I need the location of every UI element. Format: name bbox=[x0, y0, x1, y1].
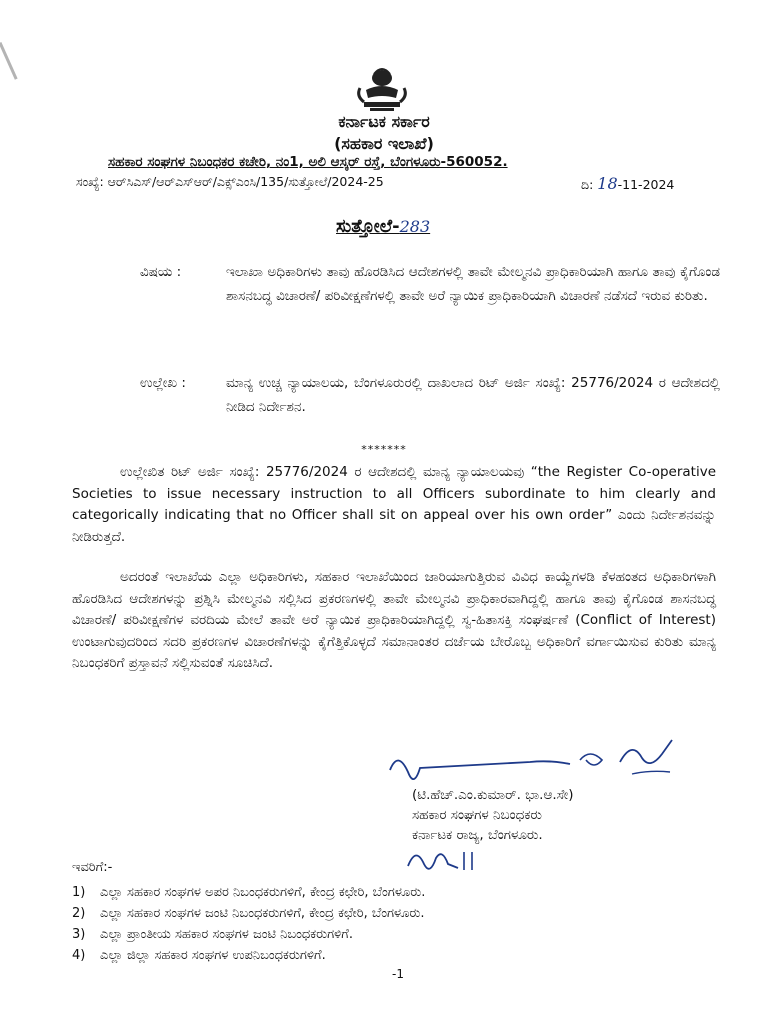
state-emblem-icon bbox=[352, 64, 412, 114]
signatory-place: ಕರ್ನಾಟಕ ರಾಜ್ಯ, ಬೆಂಗಳೂರು. bbox=[412, 827, 543, 843]
list-item: 1) ಎಲ್ಲಾ ಸಹಕಾರ ಸಂಘಗಳ ಅಪರ ನಿಬಂಧಕರುಗಳಿಗೆ, ಕೇಂದ್ರ ಕಛೇರಿ, ಬೆಂಗಳೂರು. bbox=[72, 885, 426, 900]
recipients-list bbox=[72, 882, 712, 966]
signatory-title: ಸಹಕಾರ ಸಂಘಗಳ ನಿಬಂಧಕರು bbox=[412, 807, 542, 823]
scan-edge-mark bbox=[0, 36, 30, 79]
reference-block bbox=[140, 371, 720, 419]
subject-label: ವಿಷಯ : bbox=[140, 264, 182, 280]
page-number: -1 bbox=[392, 967, 404, 981]
department-title: (ಸಹಕಾರ ಇಲಾಖೆ) bbox=[334, 134, 434, 153]
initials-mark bbox=[402, 842, 492, 878]
circular-label: ಸುತ್ತೋಲೆ- bbox=[336, 216, 400, 237]
signature-image bbox=[380, 730, 680, 790]
separator: ******* bbox=[361, 443, 407, 456]
body-paragraph-1: ಉಲ್ಲೇಖಿತ ರಿಟ್ ಅರ್ಜಿ ಸಂಖ್ಯೆ: 25776/2024 ರ ಆದೇಶದಲ್ಲಿ ಮಾನ್ಯ ನ್ಯಾಯಾಲಯವು “the Register Co-operative Societies to issue necessary instruction to all Officers subordinate to him clearly and categorically indicating that no Officer shall sit on appeal over his own order” ಎಂದು ನಿರ್ದೇಶನವನ್ನು ನೀಡಿರುತ್ತದೆ. bbox=[72, 464, 716, 545]
circular-number-handwritten: 283 bbox=[399, 217, 431, 236]
signatory-block bbox=[412, 785, 574, 845]
government-title: ಕರ್ನಾಟಕ ಸರ್ಕಾರ bbox=[338, 112, 430, 131]
date-month-year: -11-2024 bbox=[617, 177, 675, 192]
list-item: 3) ಎಲ್ಲಾ ಪ್ರಾಂತೀಯ ಸಹಕಾರ ಸಂಘಗಳ ಜಂಟಿ ನಿಬಂಧಕರುಗಳಿಗೆ. bbox=[72, 927, 353, 942]
reference-label: ಉಲ್ಲೇಖ : bbox=[140, 375, 186, 391]
date-prefix: ದಿ: bbox=[581, 177, 594, 192]
body-paragraph-2: ಅದರಂತೆ ಇಲಾಖೆಯ ಎಲ್ಲಾ ಅಧಿಕಾರಿಗಳು, ಸಹಕಾರ ಇಲಾಖೆಯಿಂದ ಜಾರಿಯಾಗುತ್ತಿರುವ ವಿವಿಧ ಕಾಯ್ದೆಗಳಡಿ ಕೆಳಹಂತದ ಅಧಿಕಾರಿಗಳಾಗಿ ಹೊರಡಿಸಿದ ಆದೇಶಗಳನ್ನು ಪ್ರಶ್ನಿಸಿ ಮೇಲ್ಮನವಿ ಸಲ್ಲಿಸಿದ ಪ್ರಕರಣಗಳಲ್ಲಿ ತಾವೇ ಮೇಲ್ಮನವಿ ಪ್ರಾಧಿಕಾರವಾಗಿದ್ದಲ್ಲಿ ಹಾಗೂ ತಾವು ಕೈಗೊಂಡ ಶಾಸನಬದ್ಧ ವಿಚಾರಣೆ/ ಪರಿವೀಕ್ಷಣೆಗಳ ವರದಿಯ ಮೇಲೆ ತಾವೇ ಅರೆ ನ್ಯಾಯಿಕ ಪ್ರಾಧಿಕಾರಿಯಾಗಿದ್ದಲ್ಲಿ ಸ್ವ-ಹಿತಾಸಕ್ತಿ ಸಂಘರ್ಷಣೆ (Conflict of Interest) ಉಂಟಾಗುವುದರಿಂದ ಸದರಿ ಪ್ರಕರಣಗಳ ವಿಚಾರಣೆಗಳನ್ನು ಕೈಗೆತ್ತಿಕೊಳ್ಳದೆ ಸಮಾನಾಂತರ ದರ್ಜೆಯ ಬೇರೊಬ್ಬ ಅಧಿಕಾರಿಗೆ ವರ್ಗಾಯಿಸುವ ಕುರಿತು ಮಾನ್ಯ ನಿಬಂಧಕರಿಗೆ ಪ್ರಸ್ತಾವನೆ ಸಲ್ಲಿಸುವಂತೆ ಸೂಚಿಸಿದೆ. bbox=[72, 569, 716, 671]
reference-number: ಸಂಖ್ಯೆ: ಆರ್‌ಸಿಎಸ್/ಆರ್‌ಎಸ್‌ಆರ್/ಎಕ್ಸ್‌ಎಂಸಿ/135/ಸುತ್ತೋಲೆ/2024-25 bbox=[76, 174, 384, 189]
reference-text: ಮಾನ್ಯ ಉಚ್ಚ ನ್ಯಾಯಾಲಯ, ಬೆಂಗಳೂರುರಲ್ಲಿ ದಾಖಲಾದ ರಿಟ್ ಅರ್ಜಿ ಸಂಖ್ಯೆ: 25776/2024 ರ ಆದೇಶದಲ್ಲಿ ನೀಡಿದ ನಿರ್ದೇಶನ. bbox=[226, 375, 720, 415]
subject-text: ಇಲಾಖಾ ಅಧಿಕಾರಿಗಳು ತಾವು ಹೊರಡಿಸಿದ ಆದೇಶಗಳಲ್ಲಿ ತಾವೇ ಮೇಲ್ಮನವಿ ಪ್ರಾಧಿಕಾರಿಯಾಗಿ ಹಾಗೂ ತಾವು ಕೈಗೊಂಡ ಶಾಸನಬದ್ಧ ವಿಚಾರಣೆ/ ಪರಿವೀಕ್ಷಣೆಗಳಲ್ಲಿ ತಾವೇ ಅರೆ ನ್ಯಾಯಿಕ ಪ್ರಾಧಿಕಾರಿಯಾಗಿ ವಿಚಾರಣೆ ನಡೆಸದೆ ಇರುವ ಕುರಿತು. bbox=[226, 264, 720, 304]
circular-title bbox=[336, 216, 430, 237]
subject-block bbox=[140, 260, 720, 308]
list-item: 2) ಎಲ್ಲಾ ಸಹಕಾರ ಸಂಘಗಳ ಜಂಟಿ ನಿಬಂಧಕರುಗಳಿಗೆ, ಕೇಂದ್ರ ಕಛೇರಿ, ಬೆಂಗಳೂರು. bbox=[72, 906, 425, 921]
list-item: 4) ಎಲ್ಲಾ ಜಿಲ್ಲಾ ಸಹಕಾರ ಸಂಘಗಳ ಉಪನಿಬಂಧಕರುಗಳಿಗೆ. bbox=[72, 948, 326, 963]
issue-date bbox=[581, 174, 674, 193]
reference-line bbox=[76, 174, 696, 193]
recipients-label: ಇವರಿಗೆ:- bbox=[72, 860, 113, 875]
office-address: ಸಹಕಾರ ಸಂಘಗಳ ನಿಬಂಧಕರ ಕಚೇರಿ, ನಂ1, ಅಲಿ ಆಸ್ಕರ್ ರಸ್ತೆ, ಬೆಂಗಳೂರು-560052. bbox=[108, 154, 508, 170]
date-day-handwritten: 18 bbox=[597, 174, 618, 193]
signatory-name: (ಟಿ.ಹೆಚ್.ಎಂ.ಕುಮಾರ್. ಭಾ.ಆ.ಸೇ) bbox=[412, 787, 574, 803]
